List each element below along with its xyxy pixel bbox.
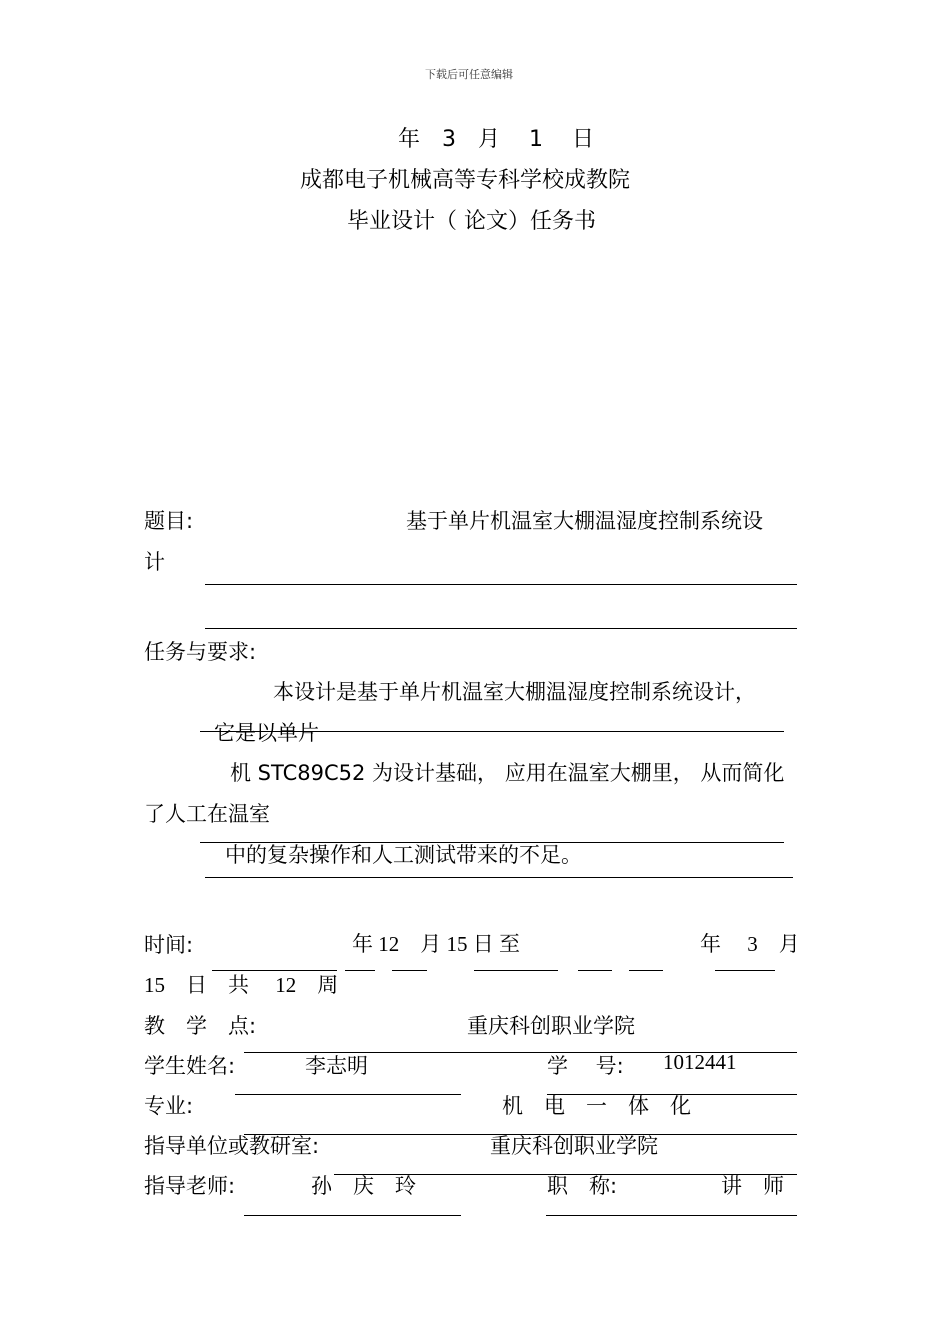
rank-label: 职 称: [547, 1174, 618, 1198]
student-underline [235, 1094, 461, 1095]
time-start: 年 12 月 15 日 至 [352, 932, 520, 956]
major-label: 专业: [144, 1094, 194, 1118]
task-paragraph-2a: 机 STC89C52 为设计基础， 应用在温室大棚里， 从而简化 [230, 761, 785, 785]
header-note: 下载后可任意编辑 [425, 68, 513, 81]
task-underline-1 [200, 731, 784, 732]
time-underline-g [715, 970, 775, 971]
time-underline-c [392, 970, 427, 971]
title-label: 题目: [144, 509, 194, 533]
time-underline-b [345, 970, 375, 971]
advisor-value: 孙 庆 玲 [311, 1174, 416, 1198]
advisor-underline [244, 1215, 461, 1216]
student-value: 李志明 [305, 1054, 368, 1078]
time-underline-e [578, 970, 612, 971]
cover-date: 年 3 月 1 日 [398, 127, 594, 152]
place-value: 重庆科创职业学院 [467, 1014, 635, 1038]
time-duration: 15 日 共 12 周 [144, 973, 339, 997]
school-name: 成都电子机械高等专科学校成教院 [300, 168, 631, 193]
title-underline-1 [205, 584, 797, 585]
time-underline-a [212, 970, 337, 971]
place-label: 教 学 点: [144, 1014, 257, 1038]
student-id-value: 1012441 [663, 1050, 737, 1074]
advisor-label: 指导老师: [144, 1174, 236, 1198]
time-end: 年 3 月 [700, 932, 800, 956]
task-underline-3 [205, 877, 793, 878]
title-underline-2 [205, 628, 797, 629]
rank-underline [546, 1215, 797, 1216]
time-underline-d [474, 970, 558, 971]
student-label: 学生姓名: [144, 1054, 236, 1078]
major-value: 机 电 一 体 化 [502, 1094, 691, 1118]
title-value-line1: 基于单片机温室大棚温湿度控制系统设 [406, 509, 763, 533]
unit-value: 重庆科创职业学院 [490, 1134, 658, 1158]
task-paragraph-1b: 它是以单片 [214, 721, 319, 745]
task-paragraph-1a: 本设计是基于单片机温室大棚温湿度控制系统设计， [273, 680, 756, 704]
task-paragraph-2b: 了人工在温室 [144, 802, 270, 826]
time-underline-f [629, 970, 663, 971]
title-value-line2: 计 [144, 550, 165, 574]
task-label: 任务与要求: [144, 640, 257, 664]
doc-title: 毕业设计（ 论文）任务书 [347, 209, 596, 234]
time-label: 时间: [144, 933, 194, 957]
student-id-label: 学 号: [547, 1054, 624, 1078]
rank-value: 讲 师 [721, 1174, 784, 1198]
unit-label: 指导单位或教研室: [144, 1134, 320, 1158]
task-paragraph-3: 中的复杂操作和人工测试带来的不足。 [225, 843, 582, 867]
